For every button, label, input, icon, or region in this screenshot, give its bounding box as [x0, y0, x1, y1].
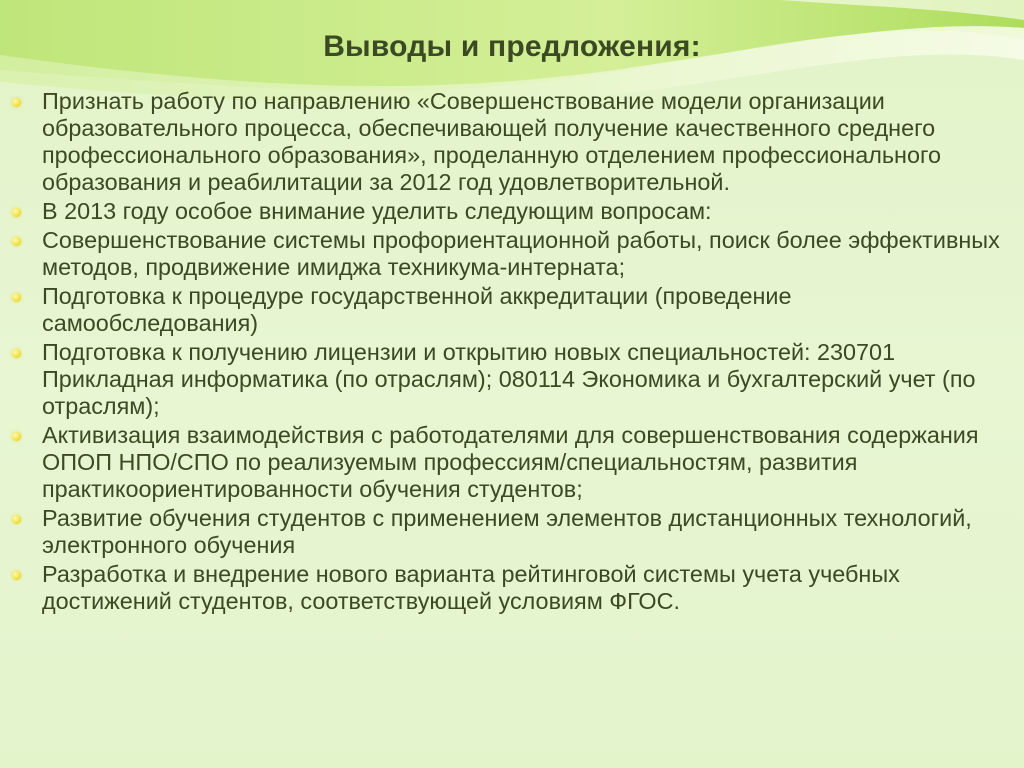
bullet-item: [0, 198, 1024, 225]
slide-title: Выводы и предложения:: [323, 30, 701, 63]
bullet-text: Развитие обучения студентов с применением элементов дистанционных технологий, электронного обучения: [42, 505, 972, 558]
bullet-text: Разработка и внедрение нового варианта рейтинговой системы учета учебных достижений студентов, соответствующей условиям ФГОС.: [42, 561, 900, 614]
bullet-item: [0, 339, 1024, 420]
bullet-dot-icon: [12, 208, 21, 217]
bullet-dot-icon: [12, 515, 21, 524]
bullet-text: Совершенствование системы профориентационной работы, поиск более эффективных методов, продвижение имиджа техникума-интерната;: [42, 227, 1000, 280]
bullet-text: Признать работу по направлению «Совершенствование модели организации образовательного процесса, обеспечивающей получение качественного среднего профессионального образования», проделанную отделением профессионального образования и реабилитации за 2012 год удовлетворительной.: [42, 88, 942, 195]
bullet-dot-icon: [12, 349, 21, 358]
bullet-item: [0, 283, 1024, 337]
bullet-item: [0, 227, 1024, 281]
bullet-item: [0, 505, 1024, 559]
bullet-text: Подготовка к получению лицензии и открытию новых специальностей: 230701 Прикладная информатика (по отраслям); 080114 Экономика и бухгалтерский учет (по отраслям);: [42, 339, 976, 419]
bullet-dot-icon: [12, 293, 21, 302]
bullet-item: [0, 422, 1024, 503]
bullet-dot-icon: [12, 237, 21, 246]
bullet-text: В 2013 году особое внимание уделить следующим вопросам:: [42, 198, 712, 224]
bullet-list: [0, 88, 1024, 617]
bullet-item: [0, 561, 1024, 615]
bullet-text: Активизация взаимодействия с работодателями для совершенствования содержания ОПОП НПО/СПО по реализуемым профессиям/специальностям, развития практикоориентированности обучения студентов;: [42, 422, 979, 502]
bullet-text: Подготовка к процедуре государственной аккредитации (проведение самообследования): [42, 283, 792, 336]
bullet-dot-icon: [12, 98, 21, 107]
bullet-dot-icon: [12, 571, 21, 580]
bullet-dot-icon: [12, 432, 21, 441]
bullet-item: [0, 88, 1024, 196]
